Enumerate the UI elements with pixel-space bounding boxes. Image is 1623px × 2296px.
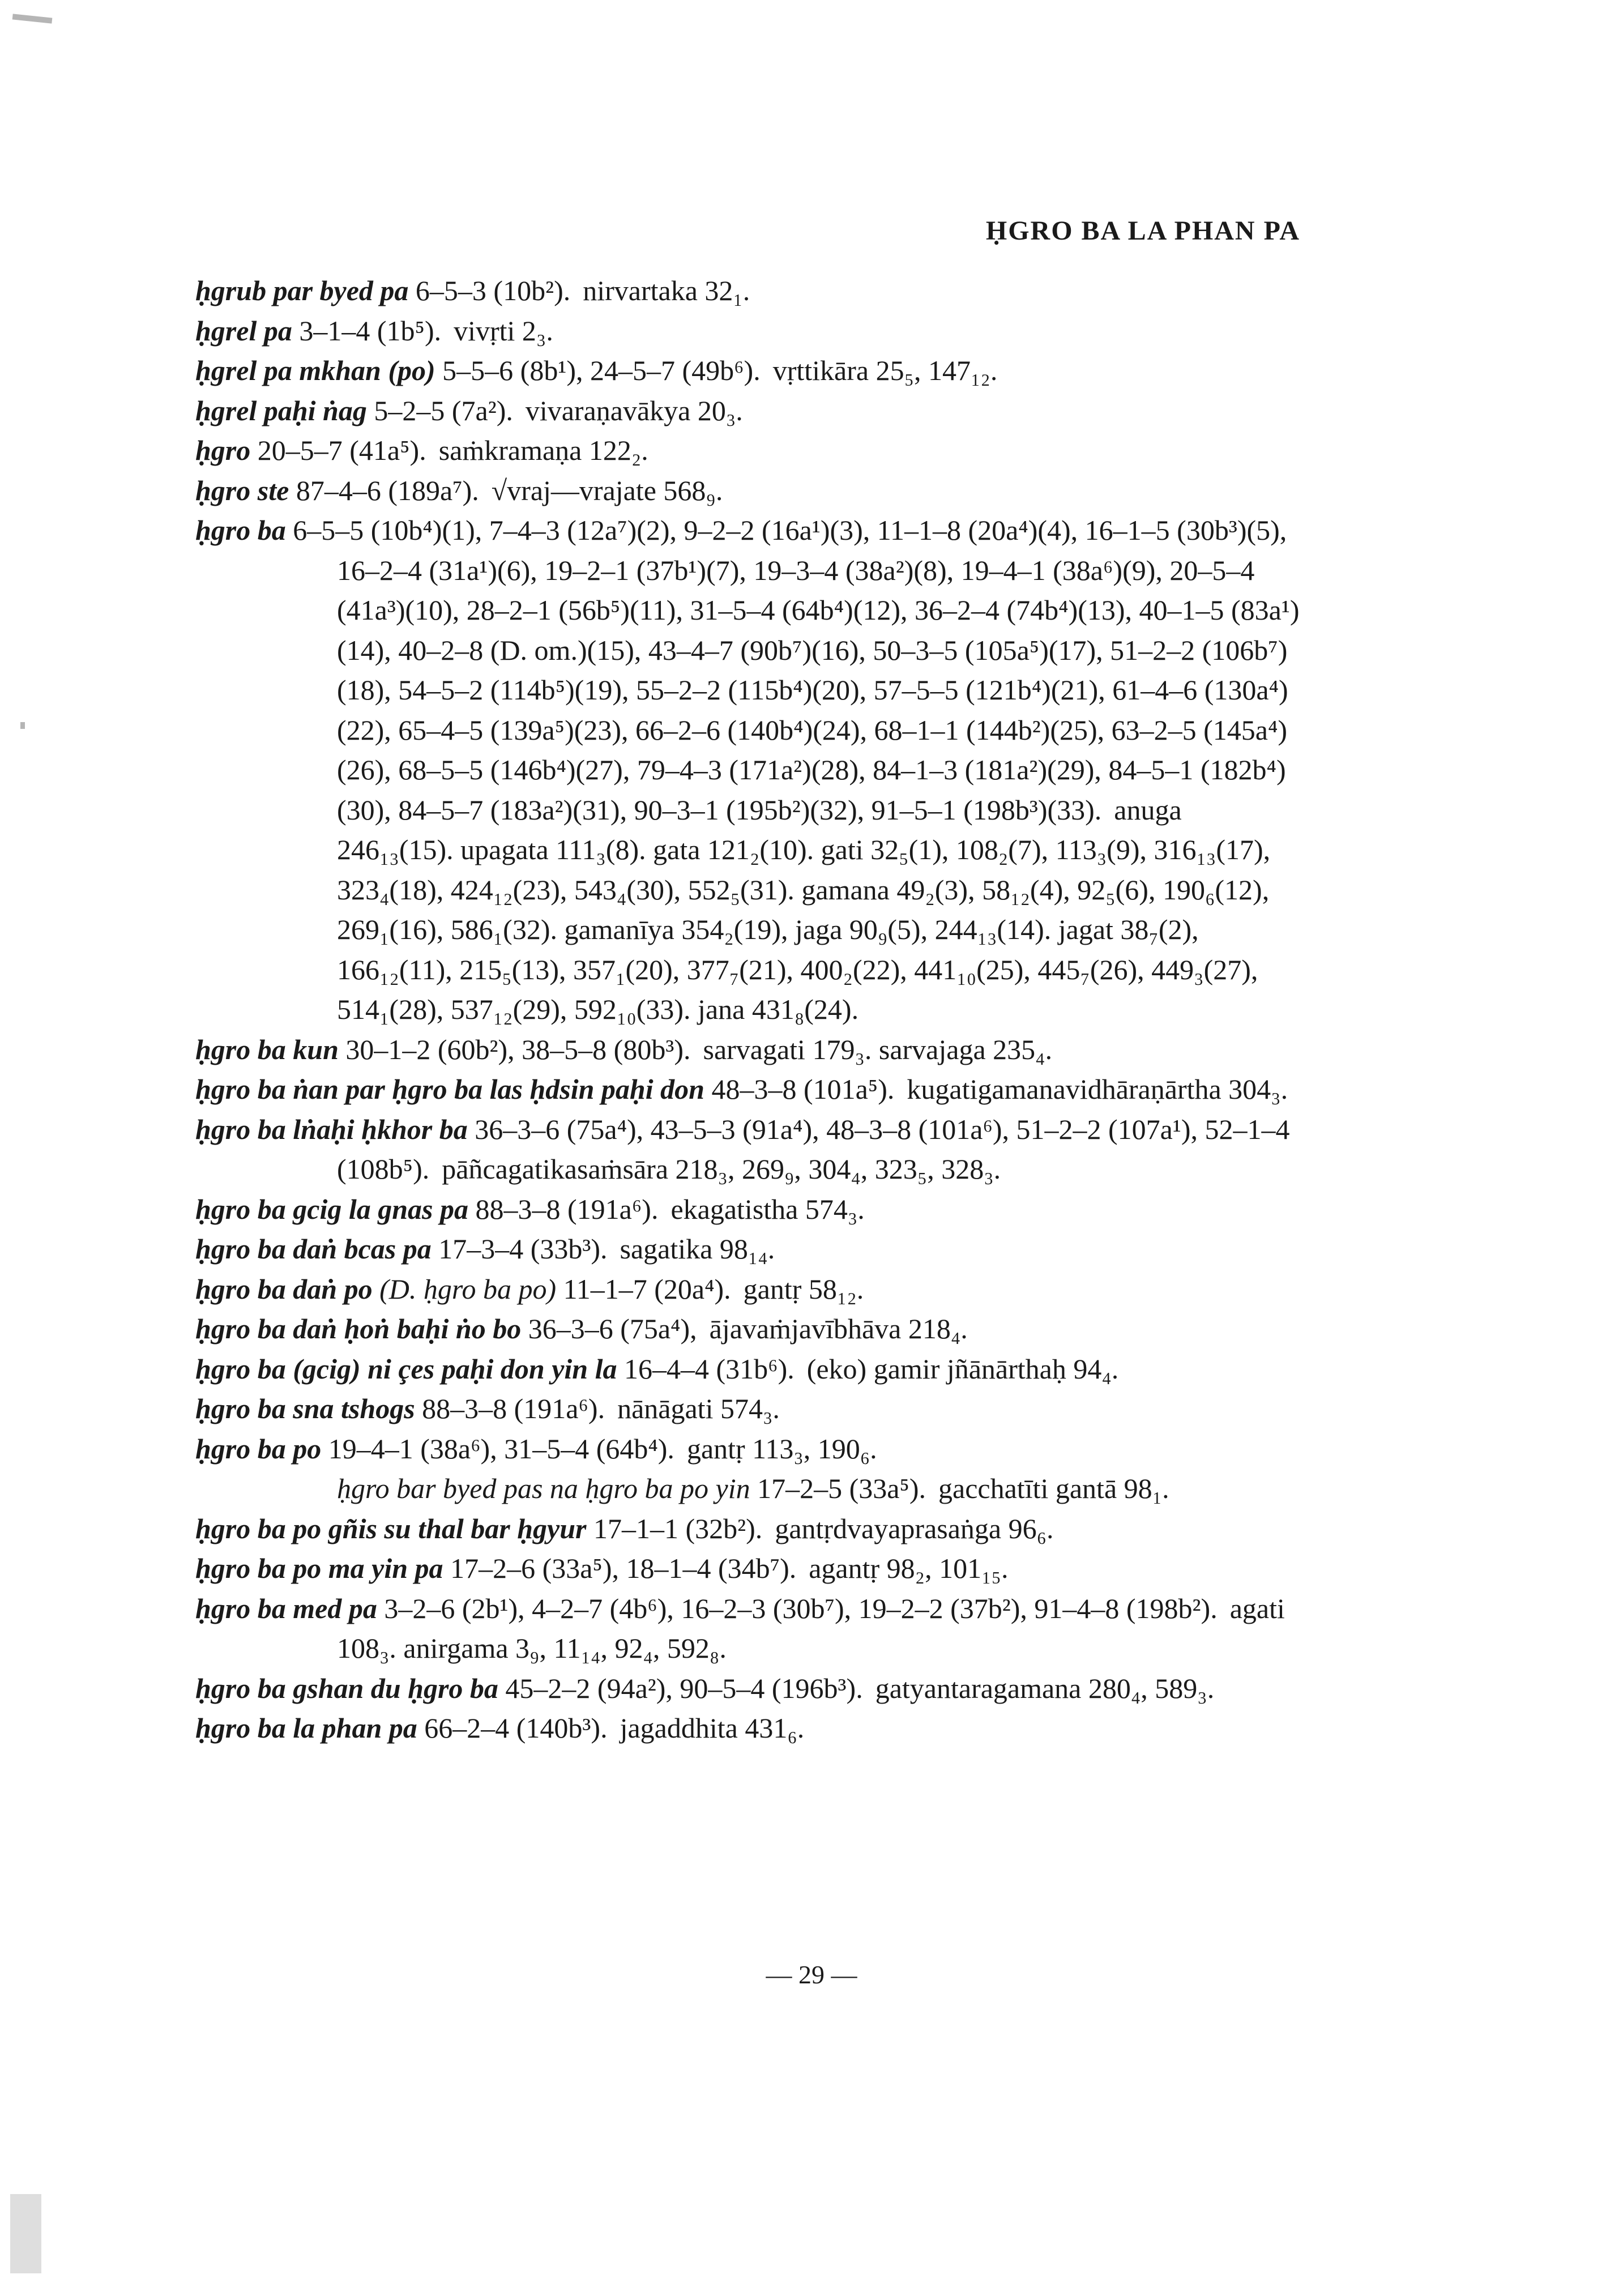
headword: ḥgro ba po ma yin pa <box>195 1552 443 1584</box>
entry <box>195 1030 1302 1070</box>
sub-headword: ḥgro bar byed pas na ḥgro ba po yin <box>337 1473 750 1504</box>
sanskrit-equivalent: vivṛti 2₃. <box>454 314 553 347</box>
sanskrit-equivalent: agantṛ 98₂, 101₁₅. <box>809 1552 1009 1584</box>
entry <box>195 1069 1302 1109</box>
reference: 6–5–3 (10b²). <box>415 275 571 306</box>
entry <box>195 1229 1302 1269</box>
scan-artifact <box>12 14 53 23</box>
headword-note: (D. ḥgro ba po) <box>379 1273 557 1305</box>
reference: 88–3–8 (191a⁶). <box>422 1393 605 1424</box>
headword: ḥgro ba po gñis su thal bar ḥgyur <box>195 1512 587 1544</box>
entry <box>195 1548 1302 1589</box>
headword: ḥgrel pa <box>195 314 292 347</box>
sanskrit-equivalent: nirvartaka 32₁. <box>583 275 750 306</box>
headword: ḥgro ba po <box>195 1432 322 1465</box>
sanskrit-equivalent: sarvagati 179₃. sarvajaga 235₄. <box>703 1033 1053 1065</box>
headword: ḥgro ba la phan pa <box>195 1712 417 1744</box>
sanskrit-equivalent: jagaddhita 431₆. <box>620 1712 805 1744</box>
headword: ḥgro ba gcig la gnas pa <box>195 1193 469 1225</box>
sanskrit-equivalent: √vraj—vrajate 568₉. <box>491 474 723 506</box>
sanskrit-equivalent: vivaraṇavākya 20₃. <box>525 394 743 426</box>
entry <box>195 1429 1302 1469</box>
headword: ḥgro ba daṅ bcas pa <box>195 1233 432 1265</box>
reference: 36–3–6 (75a⁴), 43–5–3 (91a⁴), 48–3–8 (101a⁶), 51–2–2 (107a¹), 52–1–4 (108b⁵). <box>337 1113 1290 1185</box>
sanskrit-equivalent: saṁkramaṇa 122₂. <box>438 434 648 466</box>
headword: ḥgro ste <box>195 474 289 506</box>
entry <box>195 391 1302 431</box>
running-head: ḤGRO BA LA PHAN PA <box>985 216 1300 246</box>
reference: 88–3–8 (191a⁶). <box>475 1193 659 1225</box>
reference: 5–2–5 (7a²). <box>374 394 513 426</box>
reference: 17–3–4 (33b³). <box>438 1233 608 1265</box>
reference: 11–1–7 (20a⁴). <box>563 1273 731 1305</box>
reference: 30–1–2 (60b²), 38–5–8 (80b³). <box>345 1033 691 1065</box>
headword: ḥgro ba sna tshogs <box>195 1393 415 1424</box>
reference: 66–2–4 (140b³). <box>424 1712 608 1744</box>
entry <box>195 271 1302 311</box>
headword: ḥgro ba daṅ ḥoṅ baḥi ṅo bo <box>195 1313 522 1345</box>
reference: 20–5–7 (41a⁵). <box>257 434 426 466</box>
headword: ḥgro ba lṅaḥi ḥkhor ba <box>195 1113 468 1145</box>
reference: 36–3–6 (75a⁴), <box>528 1313 697 1345</box>
entry <box>195 430 1302 471</box>
entry <box>195 1349 1302 1389</box>
entry <box>195 1269 1302 1309</box>
entry <box>195 351 1302 391</box>
sanskrit-equivalent: gantṛdvayaprasaṅga 96₆. <box>775 1512 1054 1544</box>
entry <box>195 1708 1302 1748</box>
reference: 17–1–1 (32b²). <box>593 1512 763 1544</box>
headword: ḥgrel paḥi ṅag <box>195 394 367 426</box>
sanskrit-equivalent: kugatigamanavidhāraṇārtha 304₃. <box>907 1073 1288 1105</box>
sub-entry <box>195 1469 1302 1509</box>
sanskrit-equivalent: gantṛ 113₃, 190₆. <box>686 1432 877 1465</box>
headword: ḥgrel pa mkhan (po) <box>195 355 435 386</box>
reference: 6–5–5 (10b⁴)(1), 7–4–3 (12a⁷)(2), 9–2–2 (16a¹)(3), 11–1–8 (20a⁴)(4), 16–1–5 (30b³)(5), 16–2–4 (31a¹)(6), 19–2–1 (37b¹)(7), 19–3–4 (38a²)(8), 19–4–1 (38a⁶)(9), 20–5–4 (41a³)(10), 28–2–1 (56b⁵)(11), 31–5–4 (64b⁴)(12), 36–2–4 (74b⁴)(13), 40–1–5 (83a¹)(14), 40–2–8 (D. om.)(15), 43–4–7 (90b⁷)(16), 50–3–5 (105a⁵)(17), 51–2–2 (106b⁷)(18), 54–5–2 (114b⁵)(19), 55–2–2 (115b⁴)(20), 57–5–5 (121b⁴)(21), 61–4–6 (130a⁴)(22), 65–4–5 (139a⁵)(23), 66–2–6 (140b⁴)(24), 68–1–1 (144b²)(25), 63–2–5 (145a⁴)(26), 68–5–5 (146b⁴)(27), 79–4–3 (171a²)(28), 84–1–3 (181a²)(29), 84–5–1 (182b⁴)(30), 84–5–7 (183a²)(31), 90–3–1 (195b²)(32), 91–5–1 (198b³)(33). <box>293 514 1300 826</box>
entry <box>195 311 1302 351</box>
sanskrit-equivalent: vṛttikāra 25₅, 147₁₂. <box>772 355 998 386</box>
sanskrit-equivalent: ekagatistha 574₃. <box>670 1193 865 1225</box>
entry <box>195 1109 1302 1189</box>
sanskrit-equivalent: gantṛ 58₁₂. <box>743 1273 864 1305</box>
reference: 17–2–5 (33a⁵). <box>757 1473 926 1504</box>
reference: 87–4–6 (189a⁷). <box>296 474 479 506</box>
entry <box>195 471 1302 511</box>
sanskrit-equivalent: (eko) gamir jñānārthaḥ 94₄. <box>806 1352 1119 1385</box>
reference: 48–3–8 (101a⁵). <box>711 1073 895 1105</box>
reference: 45–2–2 (94a²), 90–5–4 (196b³). <box>505 1672 863 1704</box>
page-number: — 29 — <box>766 1960 857 1989</box>
reference: 16–4–4 (31b⁶). <box>623 1352 795 1385</box>
sanskrit-equivalent: anuga 246₁₃(15). upagata 111₃(8). gata 121₂(10). gati 32₅(1), 108₂(7), 113₃(9), 316₁₃(17), 323₄(18), 424₁₂(23), 543₄(30), 552₅(31). gamana 49₂(3), 58₁₂(4), 92₅(6), 190₆(12), 269₁(16), 586₁(32). gamanīya 354₂(19), jaga 90₉(5), 244₁₃(14). jagat 38₇(2), 166₁₂(11), 215₅(13), 357₁(20), 377₇(21), 400₂(22), 441₁₀(25), 445₇(26), 449₃(27), 514₁(28), 537₁₂(29), 592₁₀(33). jana 431₈(24). <box>337 793 1271 1025</box>
sanskrit-equivalent: nānāgati 574₃. <box>617 1393 780 1424</box>
sanskrit-equivalent: gatyantaragamana 280₄, 589₃. <box>875 1672 1215 1704</box>
entry <box>195 1589 1302 1668</box>
sanskrit-equivalent: pāñcagatikasaṁsāra 218₃, 269₉, 304₄, 323₅, 328₃. <box>442 1153 1001 1185</box>
reference: 3–2–6 (2b¹), 4–2–7 (4b⁶), 16–2–3 (30b⁷), 19–2–2 (37b²), 91–4–8 (198b²). <box>384 1592 1218 1624</box>
sanskrit-equivalent: ājavaṁjavībhāva 218₄. <box>709 1313 968 1345</box>
entry <box>195 1309 1302 1349</box>
entry <box>195 1389 1302 1429</box>
reference: 5–5–6 (8b¹), 24–5–7 (49b⁶). <box>442 355 761 386</box>
headword: ḥgro ba med pa <box>195 1592 377 1624</box>
reference: 19–4–1 (38a⁶), 31–5–4 (64b⁴). <box>328 1432 674 1465</box>
sanskrit-equivalent: sagatika 98₁₄. <box>620 1233 775 1265</box>
headword: ḥgro ba daṅ po <box>195 1273 373 1305</box>
entry <box>195 1189 1302 1230</box>
scan-artifact <box>20 722 25 729</box>
entry <box>195 1509 1302 1549</box>
headword: ḥgro ba gshan du ḥgro ba <box>195 1672 498 1704</box>
headword: ḥgrub par byed pa <box>195 275 409 306</box>
entry <box>195 1668 1302 1709</box>
entry <box>195 510 1302 1030</box>
sanskrit-equivalent: gacchatīti gantā 98₁. <box>938 1473 1169 1504</box>
headword: ḥgro ba kun <box>195 1033 339 1065</box>
dictionary-entries <box>195 271 1302 1748</box>
reference: 17–2–6 (33a⁵), 18–1–4 (34b⁷). <box>450 1552 797 1584</box>
headword: ḥgro ba (gcig) ni çes paḥi don yin la <box>195 1352 617 1385</box>
scan-artifact <box>10 2194 41 2273</box>
reference: 3–1–4 (1b⁵). <box>299 314 442 347</box>
headword: ḥgro <box>195 434 251 466</box>
headword: ḥgro ba <box>195 514 286 546</box>
headword: ḥgro ba ṅan par ḥgro ba las ḥdsin paḥi don <box>195 1073 704 1105</box>
sanskrit-equivalent: agati 108₃. anirgama 3₉, 11₁₄, 92₄, 592₈. <box>337 1592 1285 1664</box>
